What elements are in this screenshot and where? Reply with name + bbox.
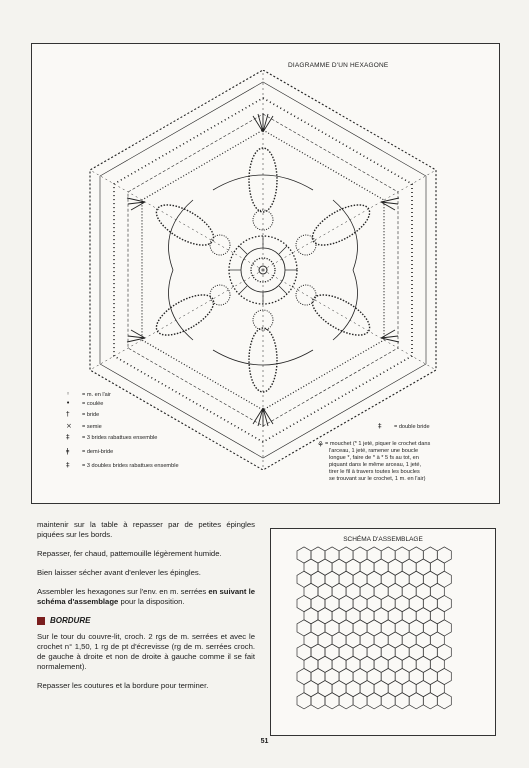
legend-left [66, 391, 246, 474]
hexagon-cell [311, 693, 325, 709]
hexagon-cell [325, 668, 339, 684]
hexagon-cell [311, 571, 325, 587]
hexagon-cell [395, 693, 409, 709]
square-bullet-icon [37, 617, 45, 625]
hexagon-cell [395, 571, 409, 587]
chain-stitch-icon: ◦ [66, 390, 71, 398]
hexagon-cell [367, 547, 381, 563]
slip-stitch-icon: • [66, 398, 71, 407]
three-trebles-together-icon: ‡ [66, 433, 70, 441]
legend-line: tirer le fil à travers toutes les boucles [329, 469, 420, 475]
double-treble-icon: ‡ [378, 422, 382, 430]
hexagon-cell [395, 668, 409, 684]
single-crochet-icon: × [66, 421, 72, 430]
hexagon-cell [381, 668, 395, 684]
hexagon-cell [388, 559, 402, 575]
paragraph-part: Assembler les hexagones sur l'env. en m. serrées [37, 587, 209, 596]
section-heading [37, 616, 255, 626]
hexagon-cell [339, 547, 353, 563]
paragraph: maintenir sur la table à repasser par de petites épingles piquées sur les bords. [37, 520, 255, 539]
assembly-schema [270, 528, 496, 736]
three-double-trebles-together-icon: ‡ [66, 461, 70, 469]
hexagon-cell [423, 547, 437, 563]
hexagon-cell [409, 668, 423, 684]
hexagon-cell [311, 668, 325, 684]
hexagon-cell [437, 668, 451, 684]
hexagon-cell [437, 693, 451, 709]
hexagon-cell [395, 547, 409, 563]
legend-item [66, 411, 246, 419]
hexagon-cell [367, 571, 381, 587]
hexagon-cell [402, 559, 416, 575]
legend-right-double [378, 423, 430, 431]
legend-label: = m. en l'air [82, 392, 111, 398]
hexagon-cell [423, 571, 437, 587]
hexagon-cell [381, 693, 395, 709]
paragraph: Repasser les coutures et la bordure pour terminer. [37, 681, 209, 690]
legend-label: = coulée [82, 400, 104, 407]
hexagon-cell [374, 559, 388, 575]
legend-line: longue *, faire de * à * 5 fs au tot, en [329, 455, 419, 461]
hexagon-cell [318, 559, 332, 575]
paragraph: Sur le tour du couvre-lit, croch. 2 rgs de m. serrées et avec le crochet n° 1,50, 1 rg de pt d'écrevisse (rg de m. serrées croch. de gauche à droite et non de droite à gauche comme il se fait normalement). [37, 632, 255, 671]
legend-label: = double bride [394, 424, 430, 430]
legend-line: se trouvant sur le crochet, 1 m. en l'air) [329, 476, 426, 482]
legend-label: = 3 doubles brides rabattues ensemble [82, 463, 179, 469]
legend-item [66, 423, 246, 431]
treble-icon: † [66, 410, 70, 418]
hexagon-cell [297, 693, 311, 709]
legend-line: l'arceau, 1 jeté, ramener une boucle [329, 448, 419, 454]
legend-item [66, 462, 246, 470]
hexagon-cell [367, 668, 381, 684]
hexagon-cell [381, 571, 395, 587]
hexagon-cell [360, 559, 374, 575]
hexagon-cell [311, 547, 325, 563]
section-heading-label: BORDURE [50, 616, 91, 625]
hexagon-cell [409, 693, 423, 709]
hexagon-cell [381, 547, 395, 563]
legend-label: = demi-bride [82, 449, 114, 455]
legend-right-mouchet [317, 440, 497, 483]
diagram-title: DIAGRAMME D'UN HEXAGONE [288, 62, 389, 69]
paragraph-part: pour la disposition. [118, 597, 185, 606]
legend-item [66, 400, 246, 408]
hexagon-cell [437, 547, 451, 563]
instructions-text [37, 520, 255, 700]
hexagon-cell [325, 571, 339, 587]
hexagon-cell [332, 559, 346, 575]
half-treble-icon: ǂ [66, 447, 70, 455]
hexagon-cell [339, 693, 353, 709]
picot-icon: ⚘ [317, 440, 325, 449]
legend-label: = bride [82, 412, 100, 418]
page-number: 51 [260, 738, 269, 745]
paragraph-emphasis: en suivant le schéma d'assemblage [37, 587, 255, 606]
honeycomb-grid [271, 529, 495, 735]
hexagon-cell [353, 571, 367, 587]
paragraph [37, 587, 255, 607]
legend-label: = semie [82, 423, 102, 430]
hexagon-cell [353, 693, 367, 709]
hexagon-cell [423, 668, 437, 684]
hexagon-cell [437, 571, 451, 587]
legend-item [66, 434, 246, 442]
paragraph: Repasser, fer chaud, pattemouille légèrement humide. [37, 549, 222, 558]
hexagon-cell [367, 693, 381, 709]
hexagon-cell [339, 668, 353, 684]
paragraph: Bien laisser sécher avant d'enlever les épingles. [37, 568, 201, 577]
hexagon-cell [423, 693, 437, 709]
legend-label: = 3 brides rabattues ensemble [82, 435, 158, 441]
hexagon-cell [416, 559, 430, 575]
legend-item [66, 448, 246, 456]
hexagon-cell [430, 559, 444, 575]
legend-item [66, 391, 246, 399]
hexagon-cell [297, 668, 311, 684]
hexagon-cell [297, 571, 311, 587]
schema-title: SCHÉMA D'ASSEMBLAGE [343, 536, 423, 543]
hexagon-cell [409, 547, 423, 563]
hexagon-cell [353, 668, 367, 684]
hexagon-cell [409, 571, 423, 587]
hexagon-cell [297, 547, 311, 563]
hexagon-cell [353, 547, 367, 563]
hexagon-cell [325, 693, 339, 709]
hexagon-cell [339, 571, 353, 587]
hexagon-cell [304, 559, 318, 575]
hexagon-cell [325, 547, 339, 563]
legend-line: piquant dans le même arceau, 1 jeté, [329, 462, 422, 468]
legend-line: = mouchet (* 1 jeté, piquer le crochet dans [325, 441, 431, 447]
hexagon-cell [346, 559, 360, 575]
